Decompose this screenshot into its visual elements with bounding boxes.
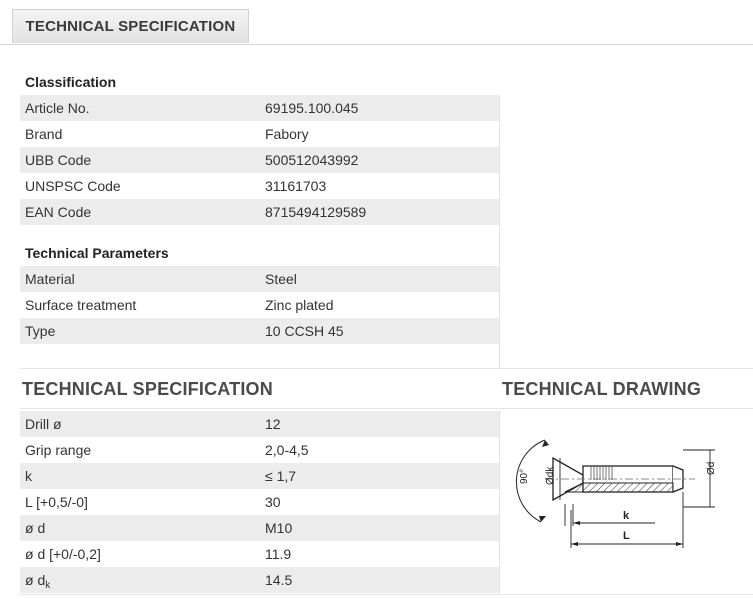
technical-specification-heading: TECHNICAL SPECIFICATION: [22, 379, 273, 399]
row-key: Article No.: [25, 100, 90, 116]
row-key: ø d: [25, 520, 46, 536]
row-value: Zinc plated: [265, 297, 334, 313]
k-label: k: [623, 510, 630, 522]
l-label: L: [623, 530, 630, 542]
table-row: [20, 318, 499, 344]
row-key: Material: [25, 271, 75, 287]
table-row: [20, 173, 499, 199]
classification-table: [20, 95, 499, 225]
row-key: ø d [+0/-0,2]: [25, 546, 101, 562]
technical-drawing-heading: TECHNICAL DRAWING: [502, 379, 702, 399]
row-key: Drill ø: [25, 416, 62, 432]
technical-specification-table: [20, 411, 499, 593]
row-key: Surface treatment: [25, 297, 137, 313]
row-key: UNSPSC Code: [25, 178, 121, 194]
technical-parameters-table: [20, 266, 499, 344]
row-key: k: [25, 468, 32, 484]
table-row: [20, 199, 499, 225]
heading-underline: [20, 408, 499, 409]
row-value: 12: [265, 416, 281, 432]
table-row: [20, 437, 499, 463]
table-row: [20, 567, 499, 593]
row-value: Steel: [265, 271, 297, 287]
row-value: 14.5: [265, 572, 293, 588]
heading-underline: [500, 408, 753, 409]
row-key: EAN Code: [25, 204, 92, 220]
tab-technical-specification[interactable]: TECHNICAL SPECIFICATION: [12, 9, 249, 43]
classification-heading: Classification: [25, 74, 117, 90]
row-value: 2,0-4,5: [265, 442, 309, 458]
table-row: [20, 463, 499, 489]
row-key: Brand: [25, 126, 63, 142]
row-value: 500512043992: [265, 152, 359, 168]
table-row: [20, 411, 499, 437]
row-value: 30: [265, 494, 281, 510]
tab-bar: [0, 0, 753, 45]
angle-label: 90°: [519, 468, 530, 484]
row-key: UBB Code: [25, 152, 92, 168]
row-value: 69195.100.045: [265, 100, 359, 116]
dk-label: Ødk: [545, 466, 556, 485]
table-row: [20, 541, 499, 567]
section-divider: [20, 368, 753, 369]
row-key: Type: [25, 323, 56, 339]
row-key: L [+0,5/-0]: [25, 494, 88, 510]
column-divider: [499, 96, 500, 369]
row-value: Fabory: [265, 126, 309, 142]
technical-parameters-heading: Technical Parameters: [25, 245, 169, 261]
table-row: [20, 147, 499, 173]
table-row: [20, 292, 499, 318]
row-value: 11.9: [265, 546, 292, 562]
row-key-main: ø d: [25, 572, 46, 588]
rivet-nut-drawing: [505, 420, 720, 556]
row-key-subscript: k: [45, 580, 51, 591]
table-row: [20, 95, 499, 121]
table-row: [20, 121, 499, 147]
table-row: [20, 515, 499, 541]
column-divider: [499, 410, 500, 594]
d-label: Ød: [706, 461, 717, 475]
bottom-divider: [20, 594, 753, 595]
row-key: Grip range: [25, 442, 92, 458]
row-value: 10 CCSH 45: [265, 323, 344, 339]
row-value: ≤ 1,7: [265, 468, 297, 484]
table-row: [20, 489, 499, 515]
table-row: [20, 266, 499, 292]
row-value: M10: [265, 520, 293, 536]
row-value: 8715494129589: [265, 204, 367, 220]
row-value: 31161703: [265, 178, 327, 194]
